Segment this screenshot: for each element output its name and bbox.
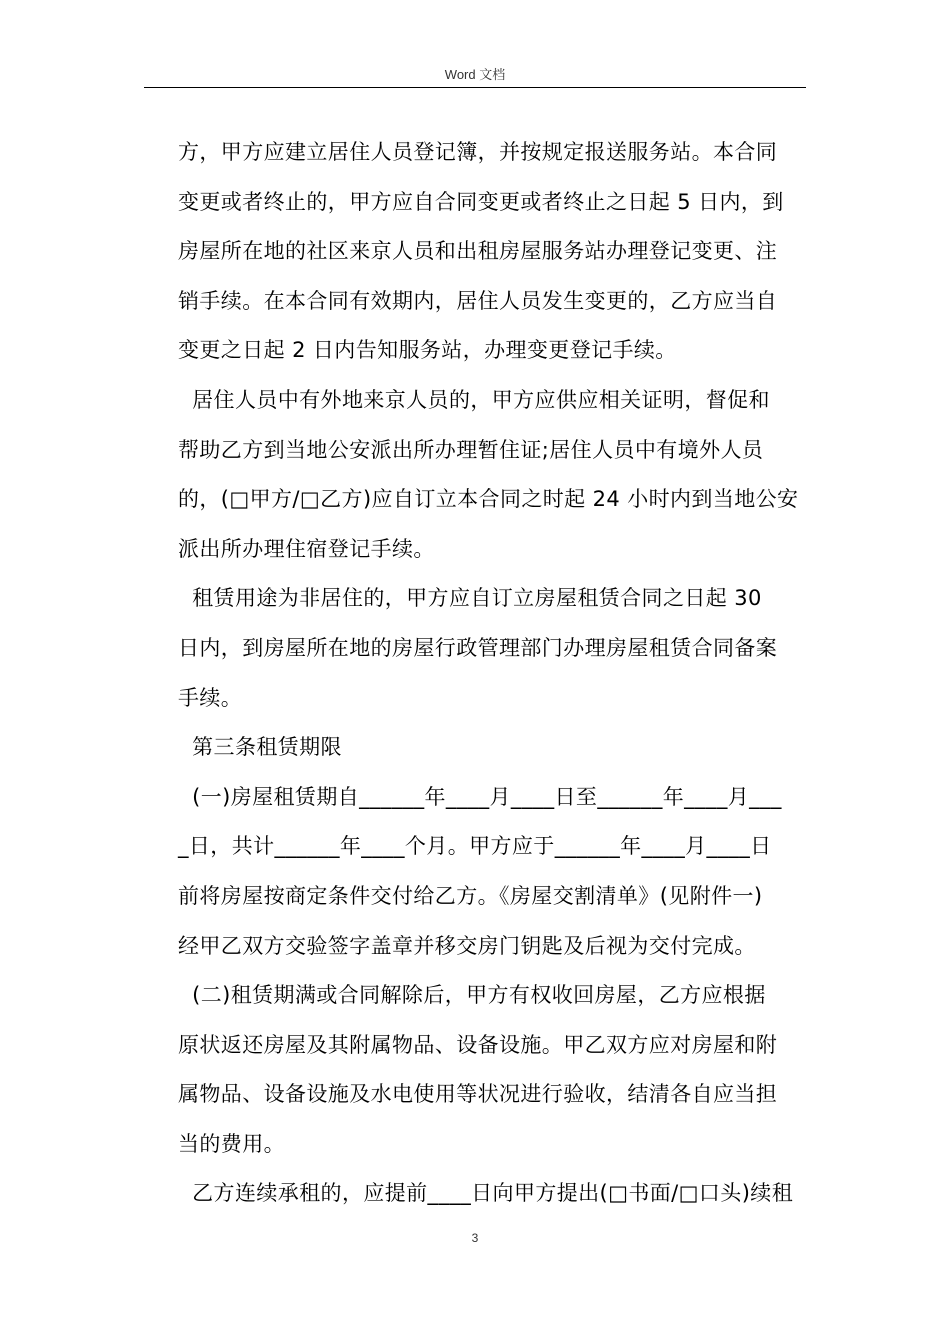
section-heading: 第三条租赁期限 — [178, 735, 342, 760]
body-line: 的，(□甲方/□乙方)应自订立本合同之时起 24 小时内到当地公安 — [178, 487, 799, 512]
document-body — [178, 128, 808, 1219]
body-line: 租赁用途为非居住的，甲方应自订立房屋租赁合同之日起 30 — [178, 586, 762, 611]
body-line: 销手续。在本合同有效期内，居住人员发生变更的，乙方应当自 — [178, 288, 778, 313]
body-line: _日，共计______年____个月。甲方应于______年____月____日 — [178, 834, 772, 859]
body-line: 方，甲方应建立居住人员登记簿，并按规定报送服务站。本合同 — [178, 140, 778, 164]
header-divider — [144, 87, 806, 88]
body-line: (一)房屋租赁期自______年____月____日至______年____月___ — [178, 784, 782, 809]
page-header: Word 文档 — [444, 67, 506, 82]
body-line: 派出所办理住宿登记手续。 — [178, 536, 435, 561]
page-number: 3 — [471, 1231, 479, 1245]
body-line: 房屋所在地的社区来京人员和出租房屋服务站办理登记变更、注 — [178, 239, 778, 264]
body-line: 变更之日起 2 日内告知服务站，办理变更登记手续。 — [178, 338, 677, 363]
body-line: 日内，到房屋所在地的房屋行政管理部门办理房屋租赁合同备案 — [178, 635, 778, 660]
body-line: 居住人员中有外地来京人员的，甲方应供应相关证明，督促和 — [178, 387, 770, 412]
body-line: 经甲乙双方交验签字盖章并移交房门钥匙及后视为交付完成。 — [178, 933, 756, 958]
body-line: 手续。 — [178, 685, 243, 710]
body-line: 前将房屋按商定条件交付给乙方。《房屋交割清单》(见附件一) — [178, 883, 763, 908]
body-line: (二)租赁期满或合同解除后，甲方有权收回房屋，乙方应根据 — [178, 983, 766, 1008]
body-line: 当的费用。 — [178, 1131, 285, 1156]
body-line: 原状返还房屋及其附属物品、设备设施。甲乙双方应对房屋和附 — [178, 1032, 778, 1057]
body-line: 变更或者终止的，甲方应自合同变更或者终止之日起 5 日内，到 — [178, 189, 784, 214]
body-line: 属物品、设备设施及水电使用等状况进行验收，结清各自应当担 — [178, 1082, 778, 1107]
body-line: 帮助乙方到当地公安派出所办理暂住证;居住人员中有境外人员 — [178, 437, 764, 462]
body-line: 乙方连续承租的，应提前____日向甲方提出(□书面/□口头)续租 — [178, 1181, 794, 1206]
